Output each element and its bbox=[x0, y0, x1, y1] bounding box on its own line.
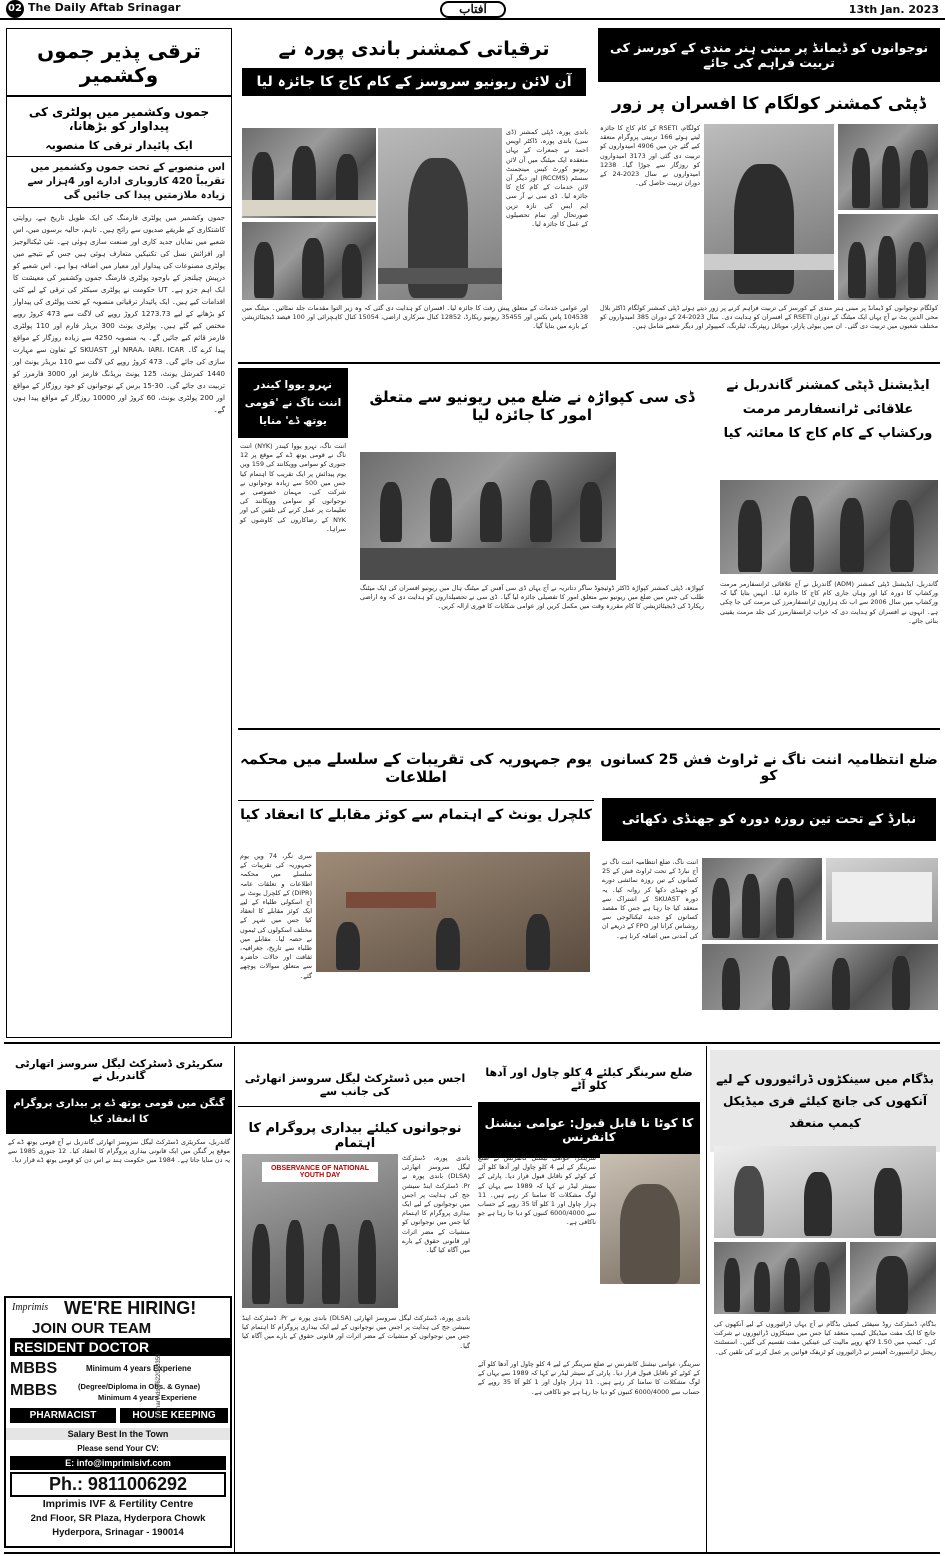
row3-right-photo-1 bbox=[702, 858, 822, 940]
masthead bbox=[0, 0, 945, 20]
top-right-body-bottom: کولگام نوجوانوں کو ڈیمانڈ پر مبنی ہنر مندی کے کورسز کی تربیت فراہم کرنے پر زور دیتے ہوئے ڈپٹی کمشنر کولگام ڈاکٹر بلال محی الدین بٹ نے آج یہاں ایک میٹنگ کے دوران RSETI کے افسران کو ہدایت دی۔ سال 2023-24 کے دوران 385 امیدواروں کو مختلف شعبوں میں تربیت دی گئی۔ ان میں بیوٹی پارلر، موبائل ریپئرنگ، ٹیلرنگ، کمپیوٹر اور دیگر شعبے شامل ہیں۔ bbox=[600, 304, 938, 331]
ad-brand: Imprimis bbox=[12, 1302, 49, 1313]
mid-right-story bbox=[716, 368, 940, 724]
bottom-b3-story bbox=[476, 1050, 702, 1548]
divider bbox=[4, 1042, 940, 1044]
mid-left-body: اننت ناگ، نہرو یووا کیندر (NYK) اننت ناگ نے قومی یوتھ ڈے کے موقع پر 12 جنوری کو سوامی وویکانند کی 159 ویں یوم پیدائش پر ایک تقریب کا اہتمام کیا جس میں 500 سے زیادہ نوجوانوں نے شرکت کی۔ مہمان خصوصی نے نوجوانوں کو سوامی وویکانند کی تعلیمات پر عمل کرنے کی تلقین کی اور NYK کے رضاکاروں کی کاوشوں کو سراہا۔ bbox=[240, 442, 347, 533]
left-subhead-2: ایک پائیدار ترقی کا منصوبہ bbox=[7, 135, 231, 156]
bottom-b1-title: سکریٹری ڈسٹرکٹ لیگل سروسز اتھارٹی گاندربل نے bbox=[6, 1050, 232, 1090]
top-right-photo-2 bbox=[838, 124, 938, 210]
top-center-story bbox=[238, 28, 590, 360]
top-center-photo-3 bbox=[378, 128, 502, 300]
bottom-b2-body-more: باندی پورہ، ڈسٹرکٹ لیگل سروسز اتھارٹی (DLSA) باندی پورہ نے Pr. ڈسٹرکٹ اینڈ سیشن جج کی ہدایت پر اجس میں نوجوانوں کے لیے ایک بیداری پروگرام کا اہتمام کیا جس میں نوجوانوں کو منشیات کے مضر اثرات اور قانونی حقوق کے بارے میں آگاہ کیا گیا۔ bbox=[242, 1314, 470, 1350]
row3-right-body: اننت ناگ، ضلع انتظامیہ اننت ناگ نے آج نبارڈ کے تحت ٹراوٹ فش کے 25 کسانوں کے تین روزہ نمائشی دورے کو جھنڈی دکھا کر روانہ کیا۔ یہ دورہ SKUAST کے اشتراک سے منعقد کیا جا رہا ہے جس کا مقصد کسانوں کو جدید ٹیکنالوجی سے روشناس کرانا اور FPO کے ذریعے ان کی آمدنی میں اضافہ کرنا ہے۔ bbox=[602, 858, 698, 940]
top-right-story bbox=[598, 28, 940, 360]
bottom-b2-story bbox=[238, 1050, 472, 1548]
mid-right-photo bbox=[720, 480, 938, 574]
bottom-b2-subtitle: نوجوانوں کیلئے بیداری پروگرام کا اہتمام bbox=[238, 1106, 472, 1169]
ad-join: JOIN OUR TEAM bbox=[32, 1320, 152, 1337]
mid-right-title: ایڈیشنل ڈپٹی کمشنر گاندربل نے علاقائی ٹرانسفارمر مرمت ورکشاپ کے کام کاج کا معائنہ کیا bbox=[716, 368, 940, 452]
issue-date: 13th Jan. 2023 bbox=[848, 2, 939, 16]
ad-role-3-note: (Degree/Diploma in Obs. & Gynae) bbox=[78, 1382, 201, 1391]
top-right-subtitle: ڈپٹی کمشنر کولگام کا افسران پر زور bbox=[598, 82, 940, 122]
ad-tag-housekeeping: HOUSE KEEPING bbox=[120, 1408, 228, 1423]
top-right-body-top: کولگام، RSETI کے کام کاج کا جائزہ لیتے ہوئے 166 تربیتی پروگرام منعقد کیے گئے جن میں 4906 امیدواروں کو تربیت دی گئی اور 3173 امیدواروں کو روزگار سے جوڑا گیا۔ 1238 امیدواروں نے سال 2023-24 کے دوران تربیت حاصل کی۔ bbox=[600, 124, 700, 188]
ad-role-2: MBBS bbox=[10, 1360, 58, 1377]
bottom-b3-photo bbox=[600, 1154, 700, 1284]
row3-left-title: یوم جمہوریہ کی تقریبات کے سلسلے میں محکمہ اطلاعات bbox=[238, 734, 594, 800]
row3-left-body: سری نگر، 74 ویں یوم جمہوریہ کی تقریبات کے سلسلے میں محکمہ اطلاعات و تعلقات عامہ (DIPR) کے کلچرل یونٹ نے آج اسکولی طلباء کے لیے ایک کوئز مقابلے کا انعقاد کیا جس میں شہر کے مختلف اسکولوں کی ٹیموں نے حصہ لیا۔ مقابلے میں طلباء سے تاریخ، جغرافیہ، ثقافت اور حالات حاضرہ سے متعلق سوالات پوچھے گئے۔ bbox=[240, 852, 312, 980]
left-lead: اس منصوبے کے تحت جموں وکشمیر میں تقریباً 420 کاروباری ادارے اور 4ہزار سے زیادہ ملازمتیں پیدا کی جائیں گی bbox=[7, 156, 231, 208]
bottom-b2-banner: OBSERVANCE OF NATIONAL YOUTH DAY bbox=[262, 1162, 378, 1182]
bottom-b4-photo-3 bbox=[850, 1242, 936, 1314]
masthead-left bbox=[6, 0, 181, 18]
divider bbox=[238, 362, 940, 364]
paper-logo: آفتاب bbox=[440, 1, 506, 18]
left-subhead-1: جموں وکشمیر میں پولٹری کی پیداوار کو بڑھانا، bbox=[7, 97, 231, 135]
bottom-b2-photo bbox=[242, 1154, 398, 1308]
left-body: جموں وکشمیر میں پولٹری فارمنگ کی ایک طویل تاریخ ہے، روایتی کاشتکاری کے طریقے صدیوں سے رائج ہیں۔ تاہم، حالیہ برسوں میں، اس شعبے میں نمایاں جدید کاری اور صنعت سازی ہوئی ہے۔ نئی ٹیکنالوجیز اور افزائش نسل کی تکنیکیں متعارف ہوئی ہیں جس کے نتیجے میں پولٹری مصنوعات کی پیداوار اور معیار میں اضافہ ہوا ہے۔ اس شعبے کو درپیش چیلنجز کے باوجود پولٹری فارمنگ جموں وکشمیر کی معیشت کا ایک اہم جزو ہے۔ UT حکومت نے پولٹری سیکٹر کی ترقی کے لیے کئی اقدامات کیے ہیں۔ ایک پائیدار ترقیاتی منصوبہ کے تحت پولٹری کی پیداوار کو بڑھانے کے لیے 1273.73 کروڑ روپے کی لاگت سے 473 کروڑ روپے مختص کیے گئے ہیں۔ پولٹری یونٹ 300 بریڈر فارم اور 110 پولٹری فارمز قائم کیے جائیں گے۔ یہ منصوبہ 4250 سے زیادہ روزگار کے مواقع پیدا کرے گا۔ NRAA، IARI، ICAR اور SKUAST کے تعاون سے مہارت سازی کی جائے گی۔ 473 کروڑ روپے کی لاگت سے 110 بریڈر یونٹ اور 1440 کمرشل یونٹ، 125 یونٹ بریڈنگ فارمز اور 3000 فارمرز کو تربیت دی جائے گی۔ 30-15 برس کے نوجوانوں کو خود روزگار کے مواقع اور 200 پولٹری یونٹ، 60 کروڑ اور 10000 روزگار کے مواقع پیدا ہوں گے۔ bbox=[13, 214, 226, 414]
bottom-b3-subtitle: کا کوٹا نا قابل قبول: عوامی نیشنل کانفرنس bbox=[478, 1102, 700, 1158]
ad-tag-pharmacist: PHARMACIST bbox=[10, 1408, 116, 1423]
row3-left-story bbox=[238, 734, 594, 1038]
top-center-photo-2 bbox=[242, 222, 376, 300]
bottom-b3-body-more: سرینگر، عوامی نیشنل کانفرنس نے ضلع سرینگر کے لیے 4 کلو چاول اور آدھا کلو آٹے کے کوٹے کو ناقابل قبول قرار دیا۔ پارٹی کے سینئر لیڈر نے کہا کہ 1989 سے یہاں کے لوگ مشکلات کا سامنا کر رہے ہیں۔ 11 ہزار چاول اور 1 کلو آٹا 35 روپے کے حساب سے 6000/4000 کنبوں کو دیا جا رہا ہے جو ناکافی ہے۔ bbox=[478, 1360, 700, 1396]
mid-center-title: ڈی سی کپواڑہ نے ضلع میں ریونیو سے متعلق امور کا جائزہ لیا bbox=[354, 368, 710, 442]
mid-left-story bbox=[238, 368, 348, 724]
row3-right-photo-3 bbox=[702, 944, 938, 1010]
ad-salary: Salary Best In the Town bbox=[6, 1428, 230, 1440]
page-number: 02 bbox=[6, 0, 24, 18]
paper-name: The Daily Aftab Srinagar bbox=[28, 1, 181, 14]
bottom-b1-body: گاندربل، سکریٹری ڈسٹرکٹ لیگل سروسز اتھارٹی گاندربل نے آج قومی یوتھ ڈے کے موقع پر گنگن میں ایک قانونی بیداری پروگرام کا انعقاد کیا۔ 12 جنوری 1985 سے یہ دن منایا جاتا ہے۔ 1984 میں حکومت ہند نے اس دن کو قومی یوتھ ڈے قرار دیا۔ bbox=[8, 1138, 230, 1165]
bottom-b2-title: اجس میں ڈسٹرکٹ لیگل سروسز اتھارٹی کی جانب سے bbox=[238, 1050, 472, 1106]
top-center-body-right: باندی پورہ، ڈپٹی کمشنر (ڈی سی) باندی پورہ، ڈاکٹر اویس احمد نے جمعرات کے یہاں منعقدہ ایک میٹنگ میں آن لائن ریونیو کورٹ کیس مینجمنٹ سسٹم (RCCMS) اور دیگر آن لائن خدمات کے کام کاج کا جائزہ لیا۔ ڈی سی نے آر سی ایم ایس کی تازہ ترین صورتحال اور تمام تحصیلوں کے عمل کا جائزہ لیا۔ bbox=[506, 128, 588, 229]
bottom-b2-body: باندی پورہ، ڈسٹرکٹ لیگل سروسز اتھارٹی (DLSA) باندی پورہ نے Pr. ڈسٹرکٹ اینڈ سیشن جج کی ہدایت پر اجس میں نوجوانوں کے لیے ایک بیداری پروگرام کا اہتمام کیا جس میں نوجوانوں کو منشیات کے مضر اثرات اور قانونی حقوق کے بارے میں آگاہ کیا گیا۔ bbox=[402, 1154, 470, 1255]
ad-role-3: MBBS bbox=[10, 1382, 58, 1399]
ad-role-2-note: Minimum 4 years Experiene bbox=[86, 1364, 192, 1373]
divider bbox=[706, 1046, 707, 1552]
top-center-body-left: اور عوامی خدمات کے متعلق پیش رفت کا جائزہ لیا۔ افسران کو ہدایت دی گئی کہ وہ زیر التوا مقدمات جلد نمٹائیں۔ میٹنگ میں 104538 پاس بکس اور 35455 ریونیو ریکارڈ، 12852 کنال سرکاری اراضی، 15054 کنال کاہچرائی اور 100 فیصد ڈیجیٹائزیشن کے بارے میں بتایا گیا۔ bbox=[242, 304, 588, 331]
row3-right-photo-2 bbox=[826, 858, 938, 940]
ad-role-3-exp: Minimum 4 years Experiene bbox=[98, 1393, 197, 1402]
ad-address-2: Hyderpora, Srinagar - 190014 bbox=[52, 1527, 184, 1538]
top-center-title: ترقیاتی کمشنر باندی پورہ نے bbox=[238, 28, 590, 68]
divider bbox=[4, 1552, 940, 1554]
top-right-photo-3 bbox=[838, 214, 938, 300]
row3-right-story bbox=[598, 734, 940, 1038]
row3-right-title: ضلع انتظامیہ اننت ناگ نے ٹراوٹ فش 25 کسانوں کو bbox=[598, 734, 940, 798]
ad-hiring: WE'RE HIRING! bbox=[64, 1298, 197, 1318]
bottom-b4-photo-2 bbox=[714, 1242, 846, 1314]
mid-right-body: گاندربل، ایڈیشنل ڈپٹی کمشنر (ADM) گاندربل نے آج علاقائی ٹرانسفارمر مرمت ورکشاپ کا دورہ کیا اور وہاں جاری کام کاج کا جائزہ لیا۔ انہیں بتایا گیا کہ ورکشاپ میں سال 2006 سے اب تک ہزاروں ٹرانسفارمرز کی مرمت کی جا چکی ہے۔ انہوں نے افسران کو ہدایت دی کہ خراب ٹرانسفارمرز کی جلد مرمت یقینی بنائی جائے۔ bbox=[720, 580, 938, 625]
mid-left-title: نہرو یووا کیندر اننت ناگ نے 'قومی یوتھ ڈے' منایا bbox=[238, 368, 348, 438]
left-title: ترقی پذیر جموں وکشمیر bbox=[7, 29, 231, 97]
ad-role-1: RESIDENT DOCTOR bbox=[10, 1338, 230, 1356]
divider bbox=[234, 1046, 235, 1552]
row3-left-subtitle: کلچرل یونٹ کے اہتمام سے کوئز مقابلے کا انعقاد کیا bbox=[238, 800, 594, 835]
hiring-ad bbox=[4, 1296, 232, 1548]
left-column bbox=[6, 28, 232, 1038]
divider bbox=[238, 728, 940, 730]
bottom-b4-title: بڈگام میں سینکڑوں ڈرائیوروں کے لیے آنکھوں کی جانچ کیلئے فری میڈیکل کیمپ منعقد bbox=[710, 1050, 940, 1152]
mid-center-story bbox=[354, 368, 710, 724]
ad-send-cv: Please send Your CV: bbox=[77, 1444, 159, 1453]
bottom-b1-subtitle: گنگن میں قومی یوتھ ڈے پر بیداری پروگرام کا انعقاد کیا bbox=[6, 1090, 232, 1134]
mid-center-body: کپواڑہ، ڈپٹی کمشنر کپواڑہ ڈاکٹر ڈوئیجوڈ ساگر دتاتریہ نے آج یہاں ڈی سی آفس کے میٹنگ ہال میں ریونیو افسران کی ایک میٹنگ طلب کی جس میں ضلع میں ریونیو سے متعلق امور کا تفصیلی جائزہ لیا گیا۔ ڈی سی نے تحصیلداروں کو ہدایت دی کہ وہ اراضی ریکارڈ کی ڈیجیٹائزیشن کا کام مقررہ وقت میں مکمل کریں اور عوامی شکایات کا فوری ازالہ کریں۔ bbox=[360, 584, 704, 611]
row3-left-photo bbox=[316, 852, 590, 972]
ad-phone: Ph.: 9811006292 bbox=[10, 1472, 226, 1497]
ad-centre: Imprimis IVF & Fertility Centre bbox=[42, 1498, 194, 1510]
bottom-b3-title: ضلع سرینگر کیلئے 4 کلو چاول اور آدھا کلو آٹے bbox=[476, 1050, 702, 1102]
bottom-b4-body: بڈگام، ڈسٹرکٹ روڈ سیفٹی کمیٹی بڈگام نے آج یہاں ڈرائیوروں کے لیے آنکھوں کی جانچ کا ایک مفت میڈیکل کیمپ منعقد کیا جس میں سینکڑوں ڈرائیوروں نے شرکت کی۔ کیمپ میں 1.50 لاکھ روپے مالیت کی عینکیں مفت تقسیم کی گئیں۔ اسسٹنٹ ریجنل ٹرانسپورٹ آفیسر نے ڈرائیوروں کو ٹریفک قوانین پر عمل کرنے کی تلقین کی۔ bbox=[714, 1320, 936, 1356]
bottom-b4-story bbox=[710, 1050, 940, 1548]
bottom-b4-photo-1 bbox=[714, 1146, 936, 1238]
bottom-b1-story bbox=[6, 1050, 232, 1290]
row3-right-subtitle: نبارڈ کے تحت تین روزہ دورہ کو جھنڈی دکھائی bbox=[602, 798, 936, 841]
top-right-photo-1 bbox=[704, 124, 834, 300]
ad-email: E: info@imprimisivf.com bbox=[10, 1456, 226, 1470]
ad-address-1: 2nd Floor, SR Plaza, Hyderpora Chowk bbox=[30, 1513, 206, 1524]
top-center-photo-1 bbox=[242, 128, 376, 218]
mid-center-photo-1 bbox=[360, 452, 616, 580]
ad-side-code: Chinar Ads 9622048359 bbox=[156, 1353, 162, 1418]
bottom-b3-body: سرینگر، عوامی نیشنل کانفرنس نے ضلع سرینگر کے لیے 4 کلو چاول اور آدھا کلو آٹے کے کوٹے کو ناقابل قبول قرار دیا۔ پارٹی کے سینئر لیڈر نے کہا کہ 1989 سے یہاں کے لوگ مشکلات کا سامنا کر رہے ہیں۔ 11 ہزار چاول اور 1 کلو آٹا 35 روپے کے حساب سے 6000/4000 کنبوں کو دیا جا رہا ہے جو ناکافی ہے۔ bbox=[478, 1154, 596, 1227]
top-center-subtitle: آن لائن ریونیو سروسز کے کام کاج کا جائزہ لیا bbox=[242, 68, 586, 96]
top-right-title: نوجوانوں کو ڈیمانڈ پر مبنی ہنر مندی کے کورسز کی تربیت فراہم کی جائے bbox=[598, 28, 940, 82]
